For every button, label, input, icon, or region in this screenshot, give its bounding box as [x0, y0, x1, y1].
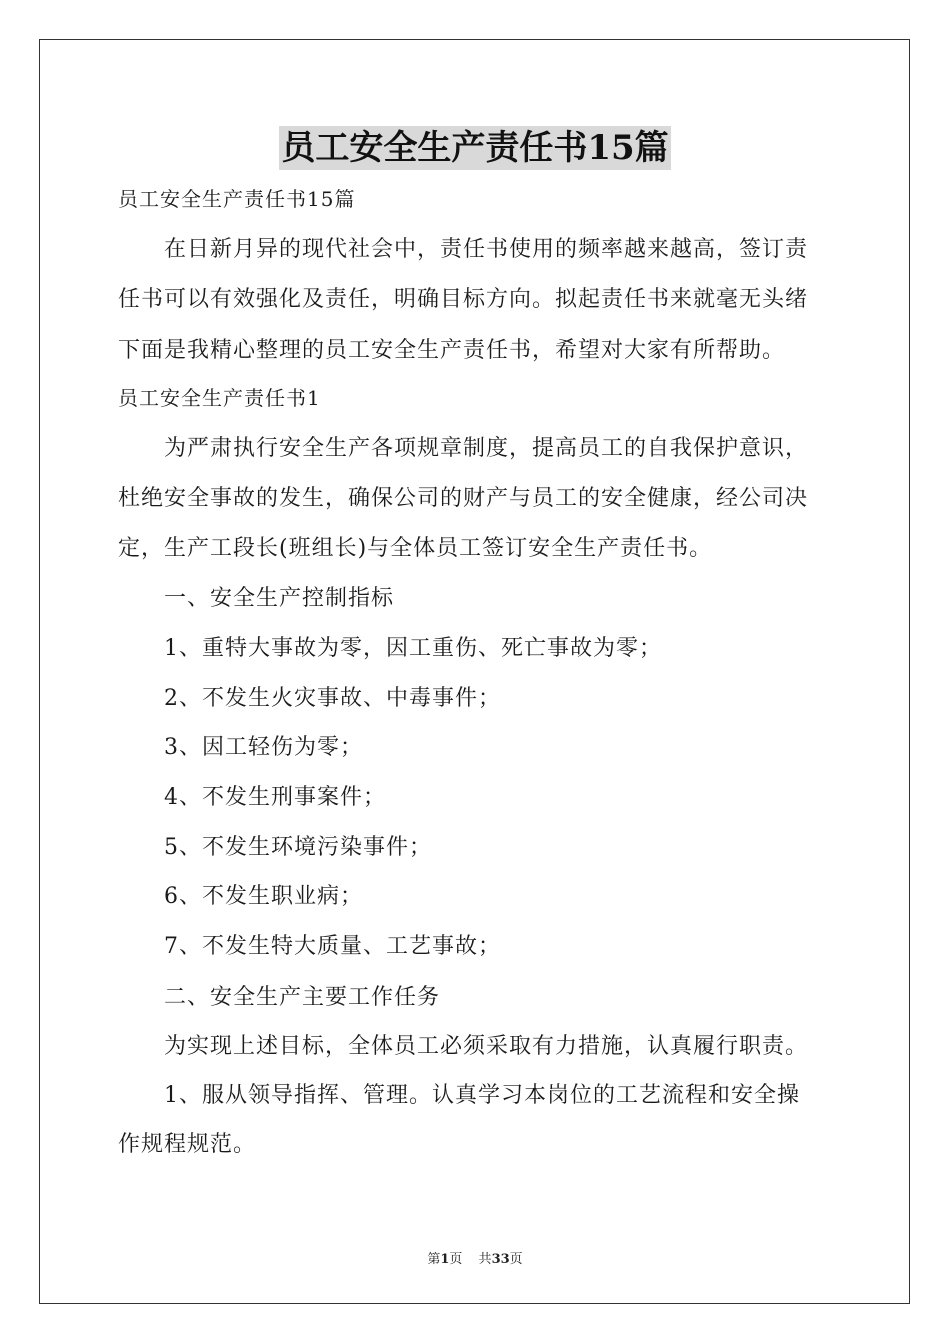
document-subtitle: 员工安全生产责任书15篇 [118, 187, 356, 211]
part1-item-6: 6、不发生职业病； [164, 884, 363, 909]
total-suffix: 页 [509, 1252, 523, 1267]
part2-intro: 为实现上述目标，全体员工必须采取有力措施，认真履行职责。 [164, 1034, 809, 1059]
part1-item-1: 1、重特大事故为零，因工重伤、死亡事故为零； [164, 636, 662, 661]
document-title: 员工安全生产责任书15篇 [281, 128, 669, 168]
page-num: 1 [440, 1252, 450, 1267]
part1-item-4: 4、不发生刑事案件； [164, 785, 386, 810]
section1-para-line-2: 杜绝安全事故的发生，确保公司的财产与员工的安全健康，经公司决 [118, 486, 809, 511]
section1-para-line-1: 为严肃执行安全生产各项规章制度，提高员工的自我保护意识， [164, 436, 809, 461]
part1-heading: 一、安全生产控制指标 [164, 586, 395, 611]
part1-item-3: 3、因工轻伤为零； [164, 735, 363, 760]
intro-line-3: 下面是我精心整理的员工安全生产责任书，希望对大家有所帮助。 [118, 338, 786, 363]
intro-line-2: 任书可以有效强化及责任，明确目标方向。拟起责任书来就毫无头绪 [118, 287, 809, 312]
part1-item-2: 2、不发生火灾事故、中毒事件； [164, 686, 501, 711]
part1-item-5: 5、不发生环境污染事件； [164, 835, 432, 860]
total-prefix: 共 [478, 1252, 492, 1267]
total-num: 33 [491, 1252, 510, 1267]
page-suffix: 页 [449, 1252, 463, 1267]
title-container [0, 126, 950, 170]
part2-heading: 二、安全生产主要工作任务 [164, 985, 441, 1010]
intro-line-1: 在日新月异的现代社会中，责任书使用的频率越来越高，签订责 [164, 237, 809, 262]
page-total [479, 1252, 523, 1267]
page-number [427, 1252, 462, 1267]
page-footer [0, 1248, 950, 1267]
part2-item-1-line-2: 作规程规范。 [118, 1132, 257, 1157]
section1-heading: 员工安全生产责任书1 [118, 386, 321, 410]
part2-item-1-line-1: 1、服从领导指挥、管理。认真学习本岗位的工艺流程和安全操 [164, 1083, 800, 1108]
page-border [39, 39, 910, 1304]
part1-item-7: 7、不发生特大质量、工艺事故； [164, 934, 501, 959]
section1-para-line-3: 定，生产工段长(班组长)与全体员工签订安全生产责任书。 [118, 536, 713, 561]
page-prefix: 第 [427, 1252, 441, 1267]
